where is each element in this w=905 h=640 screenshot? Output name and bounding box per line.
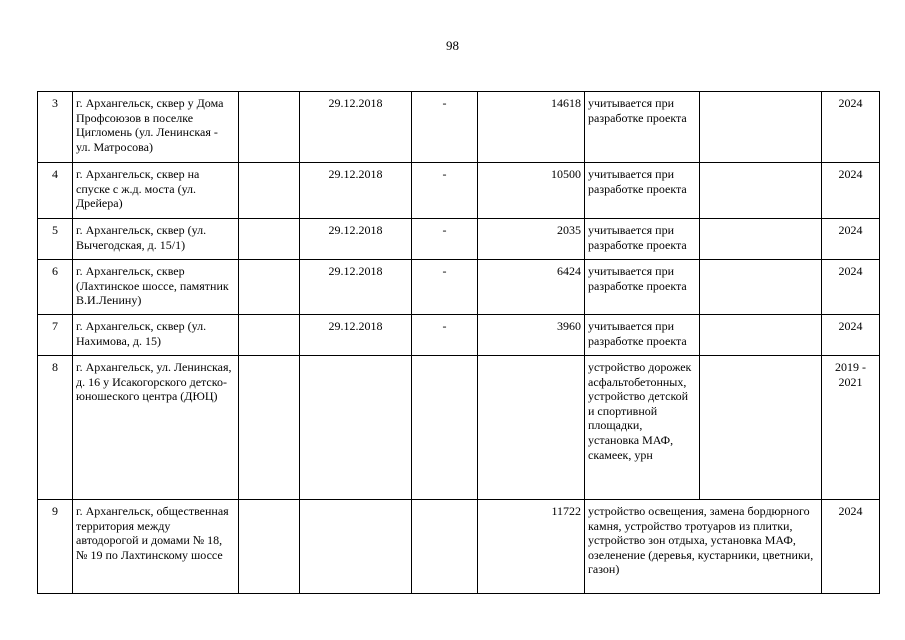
table-row [38, 260, 880, 315]
table-row [38, 92, 880, 163]
table-row [38, 500, 880, 594]
row-number: 6 [38, 260, 73, 315]
works-description: учитывается при разработке проекта [585, 315, 700, 356]
completion-year: 2024 [822, 163, 880, 219]
territory-name: г. Архангельск, сквер (ул. Вычегодская, д. 15/1) [73, 219, 239, 260]
empty-cell [239, 260, 300, 315]
works-description: учитывается при разработке проекта [585, 92, 700, 163]
agreement-date [300, 500, 412, 594]
empty-cell [239, 219, 300, 260]
area-value: 14618 [478, 92, 585, 163]
row-number: 3 [38, 92, 73, 163]
agreement-date: 29.12.2018 [300, 315, 412, 356]
empty-cell [239, 163, 300, 219]
page-number: 98 [446, 38, 459, 53]
dash-cell: - [412, 92, 478, 163]
dash-cell [412, 356, 478, 500]
row-number: 8 [38, 356, 73, 500]
area-value: 11722 [478, 500, 585, 594]
works-description: устройство освещения, замена бордюрного камня, устройство тротуаров из плитки, устройство зон отдыха, установка МАФ, озеленение (деревья, кустарники, цветники, газон) [585, 500, 822, 594]
area-value: 2035 [478, 219, 585, 260]
empty-cell [700, 92, 822, 163]
table-row [38, 219, 880, 260]
completion-year: 2024 [822, 92, 880, 163]
empty-cell [700, 219, 822, 260]
agreement-date: 29.12.2018 [300, 260, 412, 315]
empty-cell [700, 356, 822, 500]
completion-year: 2024 [822, 260, 880, 315]
empty-cell [700, 260, 822, 315]
completion-year: 2024 [822, 219, 880, 260]
agreement-date: 29.12.2018 [300, 163, 412, 219]
territory-name: г. Архангельск, сквер (ул. Нахимова, д. 15) [73, 315, 239, 356]
completion-year: 2019 - 2021 [822, 356, 880, 500]
area-value: 10500 [478, 163, 585, 219]
works-description: учитывается при разработке проекта [585, 163, 700, 219]
empty-cell [239, 500, 300, 594]
territory-name: г. Архангельск, ул. Ленинская, д. 16 у Исакогорского детско-юношеского центра (ДЮЦ) [73, 356, 239, 500]
dash-cell [412, 500, 478, 594]
agreement-date: 29.12.2018 [300, 92, 412, 163]
dash-cell: - [412, 315, 478, 356]
row-number: 5 [38, 219, 73, 260]
empty-cell [700, 315, 822, 356]
works-description: устройство дорожек асфальтобетонных, устройство детской и спортивной площадки, установка МАФ, скамеек, урн [585, 356, 700, 500]
row-number: 9 [38, 500, 73, 594]
area-value: 3960 [478, 315, 585, 356]
agreement-date [300, 356, 412, 500]
completion-year: 2024 [822, 315, 880, 356]
territory-table [37, 91, 880, 594]
territory-name: г. Архангельск, сквер на спуске с ж.д. моста (ул. Дрейера) [73, 163, 239, 219]
table-row [38, 315, 880, 356]
dash-cell: - [412, 219, 478, 260]
completion-year: 2024 [822, 500, 880, 594]
row-number: 7 [38, 315, 73, 356]
area-value [478, 356, 585, 500]
table-row [38, 163, 880, 219]
empty-cell [700, 163, 822, 219]
empty-cell [239, 92, 300, 163]
dash-cell: - [412, 163, 478, 219]
empty-cell [239, 356, 300, 500]
agreement-date: 29.12.2018 [300, 219, 412, 260]
territory-name: г. Архангельск, сквер у Дома Профсоюзов в поселке Цигломень (ул. Ленинская - ул. Матросова) [73, 92, 239, 163]
territory-name: г. Архангельск, сквер (Лахтинское шоссе, памятник В.И.Ленину) [73, 260, 239, 315]
territory-name: г. Архангельск, общественная территория между автодорогой и домами № 18, № 19 по Лахтинскому шоссе [73, 500, 239, 594]
row-number: 4 [38, 163, 73, 219]
empty-cell [239, 315, 300, 356]
works-description: учитывается при разработке проекта [585, 219, 700, 260]
area-value: 6424 [478, 260, 585, 315]
dash-cell: - [412, 260, 478, 315]
works-description: учитывается при разработке проекта [585, 260, 700, 315]
table-row [38, 356, 880, 500]
